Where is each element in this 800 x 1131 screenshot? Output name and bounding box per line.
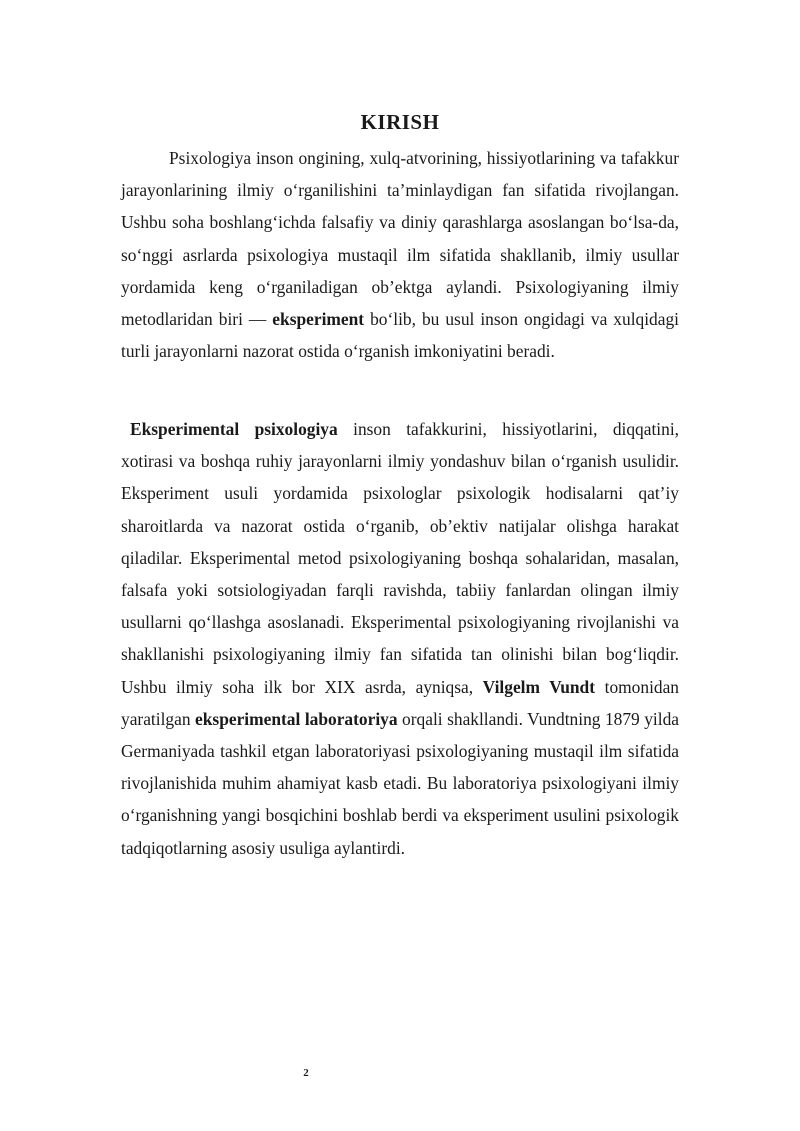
- paragraph-text: tomonidan yaratilgan: [121, 676, 680, 729]
- page-title: KIRISH: [360, 110, 440, 134]
- bold-term-eksperiment: eksperiment: [272, 309, 365, 330]
- paragraph-text: bo‘lib, bu usul inson ongidagi va xulqidagi turli jarayonlarni nazorat ostida o‘rganish imkoniyatini beradi.: [121, 309, 679, 362]
- bold-term-eksperimental-laboratoriya: eksperimental laboratoriya: [195, 708, 398, 729]
- paragraph-text: Psixologiya inson ongining, xulq-atvorining, hissiyotlarining va tafakkur jarayonlarining ilmiy o‘rganilishini ta’minlaydigan fan sifatida rivojlangan. Ushbu soha boshlang‘ichda falsafiy va diniy qarashlarga asoslangan bo‘lsa-da, so‘nggi asrlarda psixologiya mustaqil ilm sifatida shakllanib, ilmiy usullar yordamida keng o‘rganiladigan ob’ektga aylandi. Psixologiyaning ilmiy metodlaridan biri —: [121, 148, 679, 330]
- paragraph-experimental-psychology: [121, 413, 679, 864]
- paragraph-text: inson tafakkurini, hissiyotlarini, diqqatini, xotirasi va boshqa ruhiy jarayonlarni ilmiy yondashuv bilan o‘rganish usulidir. Eksperiment usuli yordamida psixologlar psixologik hodisalarni qat’iy sharoitlarda va nazorat ostida o‘rganib, ob’ektiv natijalar olishga harakat qiladilar. Eksperimental metod psixologiyaning boshqa sohalaridan, masalan, falsafa yoki sotsiologiyadan farqli ravishda, tabiiy fanlardan olingan ilmiy usullarni qo‘llashga asoslanadi. Eksperimental psixologiyaning rivojlanishi va shakllanishi psixologiyaning ilmiy fan sifatida tan olinishi bilan bog‘liqdir. Ushbu ilmiy soha ilk bor XIX asrda, ayniqsa,: [121, 419, 679, 697]
- bold-term-eksperimental-psixologiya: Eksperimental psixologiya: [130, 419, 338, 439]
- paragraph-text: orqali shakllandi. Vundtning 1879 yilda Germaniyada tashkil etgan laboratoriyasi psixologiyaning mustaqil ilm sifatida rivojlanishida muhim ahamiyat kasb etadi. Bu laboratoriya psixologiyani ilmiy o‘rganishning yangi bosqichini boshlab berdi va eksperiment usulini psixologik tadqiqotlarning asosiy usuliga aylantirdi.: [121, 708, 679, 858]
- page-number: 2: [303, 1067, 309, 1079]
- bold-term-vilgelm-vundt: Vilgelm Vundt: [482, 676, 596, 697]
- paragraph-intro: [121, 142, 679, 367]
